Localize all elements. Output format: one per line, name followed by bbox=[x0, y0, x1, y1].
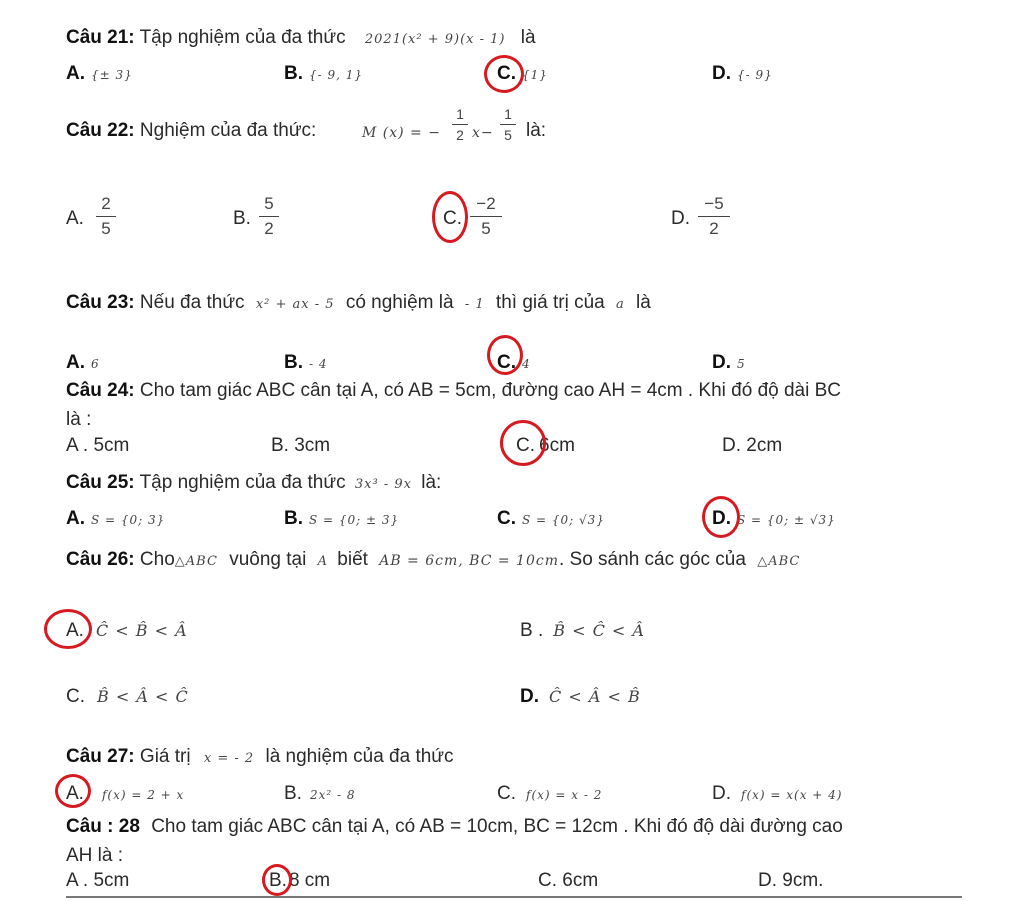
q21-a-label: A. bbox=[66, 63, 85, 84]
q25-c-value: S = {0; √3} bbox=[522, 513, 605, 527]
q28-text: Cho tam giác ABC cân tại A, có AB = 10cm, BC = 12cm . Khi đó độ dài đường cao bbox=[151, 816, 843, 837]
q23-c-value: 4 bbox=[522, 357, 531, 371]
q28-b-value: 8 cm bbox=[288, 870, 331, 891]
q27-option-b bbox=[284, 783, 355, 805]
answer-circle-q26 bbox=[44, 609, 92, 649]
q25-b-value: S = {0; ± 3} bbox=[309, 513, 400, 527]
q22-option-d-value bbox=[698, 194, 730, 239]
q23-tail: là bbox=[636, 292, 651, 313]
q24-text2: là : bbox=[66, 409, 92, 430]
q21-d-label: D. bbox=[712, 63, 731, 84]
q21-option-a bbox=[66, 63, 133, 85]
q26-a-label: A. bbox=[66, 620, 84, 641]
q21-tail: là bbox=[520, 27, 536, 48]
q26-c-value: B̂ < Â < Ĉ bbox=[97, 687, 189, 706]
q22-option-c-label: C. bbox=[443, 208, 462, 229]
q22-option-c-value bbox=[470, 194, 502, 239]
q24-c-value: 6cm bbox=[539, 435, 575, 456]
q28-option-c: C. 6cm bbox=[538, 870, 599, 891]
q24-text: Cho tam giác ABC cân tại A, có AB = 5cm, đường cao AH = 4cm . Khi đó độ dài BC bbox=[139, 380, 842, 401]
q22-option-a-label: A. bbox=[66, 208, 84, 229]
q23-text2: có nghiệm là bbox=[345, 292, 454, 313]
q23-label: Câu 23: bbox=[66, 292, 135, 313]
q22-f2-den: 5 bbox=[504, 127, 512, 143]
q22-expr-mid: x− bbox=[472, 125, 494, 141]
q21-b-label: B. bbox=[284, 63, 303, 84]
q27-label: Câu 27: bbox=[66, 746, 135, 767]
q21-c-label: C. bbox=[497, 63, 516, 84]
q26-b-value: B̂ < Ĉ < Â bbox=[553, 621, 645, 640]
q22-a-den: 5 bbox=[101, 219, 111, 238]
q22-d-num: −5 bbox=[698, 194, 730, 217]
q26-c-label: C. bbox=[66, 686, 85, 707]
q23-d-label: D. bbox=[712, 352, 731, 373]
q26-text4: . So sánh các góc của bbox=[558, 549, 746, 570]
q23-option-a bbox=[66, 352, 100, 374]
q23-root: - 1 bbox=[464, 297, 485, 312]
q27-d-label: D. bbox=[712, 783, 731, 804]
q25-d-value: S = {0; ± √3} bbox=[737, 513, 836, 527]
q26-b-label: B . bbox=[520, 620, 544, 641]
q21-d-value: {- 9} bbox=[737, 68, 773, 82]
q25-option-a bbox=[66, 508, 165, 530]
q26-label: Câu 26: bbox=[66, 549, 135, 570]
q28-option-a: A . 5cm bbox=[66, 870, 130, 891]
q23-expr: x² + ax - 5 bbox=[255, 297, 335, 312]
q23-text: Nếu đa thức bbox=[139, 292, 245, 313]
q27-a-value: f(x) = 2 + x bbox=[101, 788, 185, 802]
q26-var: A bbox=[317, 554, 328, 569]
q23-var: a bbox=[615, 297, 625, 312]
q25-option-c bbox=[497, 508, 605, 530]
q25-b-label: B. bbox=[284, 508, 303, 529]
q21-question bbox=[66, 27, 536, 49]
q26-expr: AB = 6cm, BC = 10cm bbox=[379, 553, 559, 569]
q22-question bbox=[66, 120, 316, 142]
q21-label: Câu 21: bbox=[66, 27, 135, 48]
q24-option-d: D. 2cm bbox=[722, 435, 783, 456]
answer-circle-q28 bbox=[262, 864, 292, 896]
q21-a-value: {± 3} bbox=[91, 68, 133, 82]
answer-circle-q24 bbox=[500, 420, 546, 466]
q25-option-b bbox=[284, 508, 399, 530]
q21-option-b bbox=[284, 63, 363, 85]
q22-expr-lhs: M (x) = − bbox=[362, 125, 441, 141]
q22-label: Câu 22: bbox=[66, 120, 135, 141]
q22-option-b-label: B. bbox=[233, 208, 251, 229]
bottom-divider bbox=[66, 896, 962, 898]
q22-tail: là: bbox=[526, 120, 547, 141]
q22-option-b-value bbox=[259, 194, 279, 239]
q26-text2: vuông tại bbox=[229, 549, 307, 570]
q27-text: Giá trị bbox=[139, 746, 191, 767]
q23-d-value: 5 bbox=[737, 357, 746, 371]
q27-a-label: A. bbox=[66, 783, 84, 804]
q26-text3: biết bbox=[337, 549, 368, 570]
q27-d-value: f(x) = x(x + 4) bbox=[741, 788, 843, 802]
q27-option-c bbox=[497, 783, 602, 805]
q21-option-d bbox=[712, 63, 773, 85]
q28-option-d: D. 9cm. bbox=[758, 870, 824, 891]
q24-question bbox=[66, 380, 841, 402]
q22-f2-num: 1 bbox=[500, 106, 516, 125]
q25-d-label: D. bbox=[712, 508, 731, 529]
q21-c-value: {1} bbox=[522, 68, 548, 82]
answer-circle-q21 bbox=[484, 55, 524, 93]
q27-c-value: f(x) = x - 2 bbox=[526, 788, 603, 802]
q27-option-d bbox=[712, 783, 842, 805]
q27-b-value: 2x² - 8 bbox=[309, 788, 356, 802]
answer-circle-q25 bbox=[702, 496, 740, 538]
q22-option-a-value bbox=[96, 194, 116, 239]
q23-a-value: 6 bbox=[91, 357, 100, 371]
q26-question bbox=[66, 549, 800, 571]
q26-tri2: △ABC bbox=[757, 554, 801, 569]
q23-b-value: - 4 bbox=[309, 357, 328, 371]
q22-c-num: −2 bbox=[470, 194, 502, 217]
q22-f1-den: 2 bbox=[456, 127, 464, 143]
q24-option-b: B. 3cm bbox=[271, 435, 331, 456]
q23-option-d bbox=[712, 352, 746, 374]
q23-a-label: A. bbox=[66, 352, 85, 373]
q22-option-d-label: D. bbox=[671, 208, 690, 229]
q22-expr-frac1 bbox=[452, 106, 468, 143]
q26-option-d bbox=[520, 686, 641, 708]
q22-expr-frac2 bbox=[500, 106, 516, 143]
q26-d-value: Ĉ < Â < B̂ bbox=[549, 687, 641, 706]
answer-circle-q23 bbox=[487, 335, 523, 375]
q25-a-value: S = {0; 3} bbox=[91, 513, 166, 527]
q23-option-b bbox=[284, 352, 328, 374]
q26-text: Cho bbox=[139, 549, 175, 570]
q27-question bbox=[66, 746, 454, 768]
q23-text3: thì giá trị của bbox=[495, 292, 605, 313]
answer-circle-q27 bbox=[55, 774, 91, 808]
q28-label: Câu : 28 bbox=[66, 816, 140, 837]
q26-option-b bbox=[520, 620, 645, 642]
q24-c-label: C. bbox=[516, 435, 535, 456]
answer-circle-q22 bbox=[432, 191, 468, 243]
q22-b-den: 2 bbox=[264, 219, 274, 238]
q26-d-label: D. bbox=[520, 686, 539, 707]
q21-b-value: {- 9, 1} bbox=[309, 68, 364, 82]
q26-a-value: Ĉ < B̂ < Â bbox=[95, 621, 188, 640]
q28-text2: AH là : bbox=[66, 845, 124, 866]
q22-b-num: 5 bbox=[259, 194, 279, 217]
q27-text2: là nghiệm của đa thức bbox=[265, 746, 454, 767]
q25-expr: 3x³ - 9x bbox=[354, 477, 412, 492]
q23-b-label: B. bbox=[284, 352, 303, 373]
q22-d-den: 2 bbox=[709, 219, 719, 238]
q24-label: Câu 24: bbox=[66, 380, 135, 401]
q28-question bbox=[66, 816, 843, 838]
q26-tri: △ABC bbox=[174, 554, 218, 569]
q27-expr: x = - 2 bbox=[203, 751, 255, 766]
q22-a-num: 2 bbox=[96, 194, 116, 217]
q25-tail: là: bbox=[421, 472, 442, 493]
q28-b-label: B. bbox=[269, 870, 287, 891]
q22-text: Nghiệm của đa thức: bbox=[139, 120, 317, 141]
q27-b-label: B. bbox=[284, 783, 302, 804]
q25-a-label: A. bbox=[66, 508, 85, 529]
q21-text: Tập nghiệm của đa thức bbox=[139, 27, 346, 48]
q26-option-c bbox=[66, 686, 189, 708]
q23-c-label: C. bbox=[497, 352, 516, 373]
q27-c-label: C. bbox=[497, 783, 516, 804]
q24-option-a: A . 5cm bbox=[66, 435, 130, 456]
q23-question bbox=[66, 292, 651, 314]
q21-expr: 2021(x² + 9)(x - 1) bbox=[364, 32, 506, 47]
q25-text: Tập nghiệm của đa thức bbox=[139, 472, 346, 493]
q25-question bbox=[66, 472, 441, 494]
q22-c-den: 5 bbox=[481, 219, 491, 238]
q25-label: Câu 25: bbox=[66, 472, 135, 493]
q25-c-label: C. bbox=[497, 508, 516, 529]
q22-f1-num: 1 bbox=[452, 106, 468, 125]
